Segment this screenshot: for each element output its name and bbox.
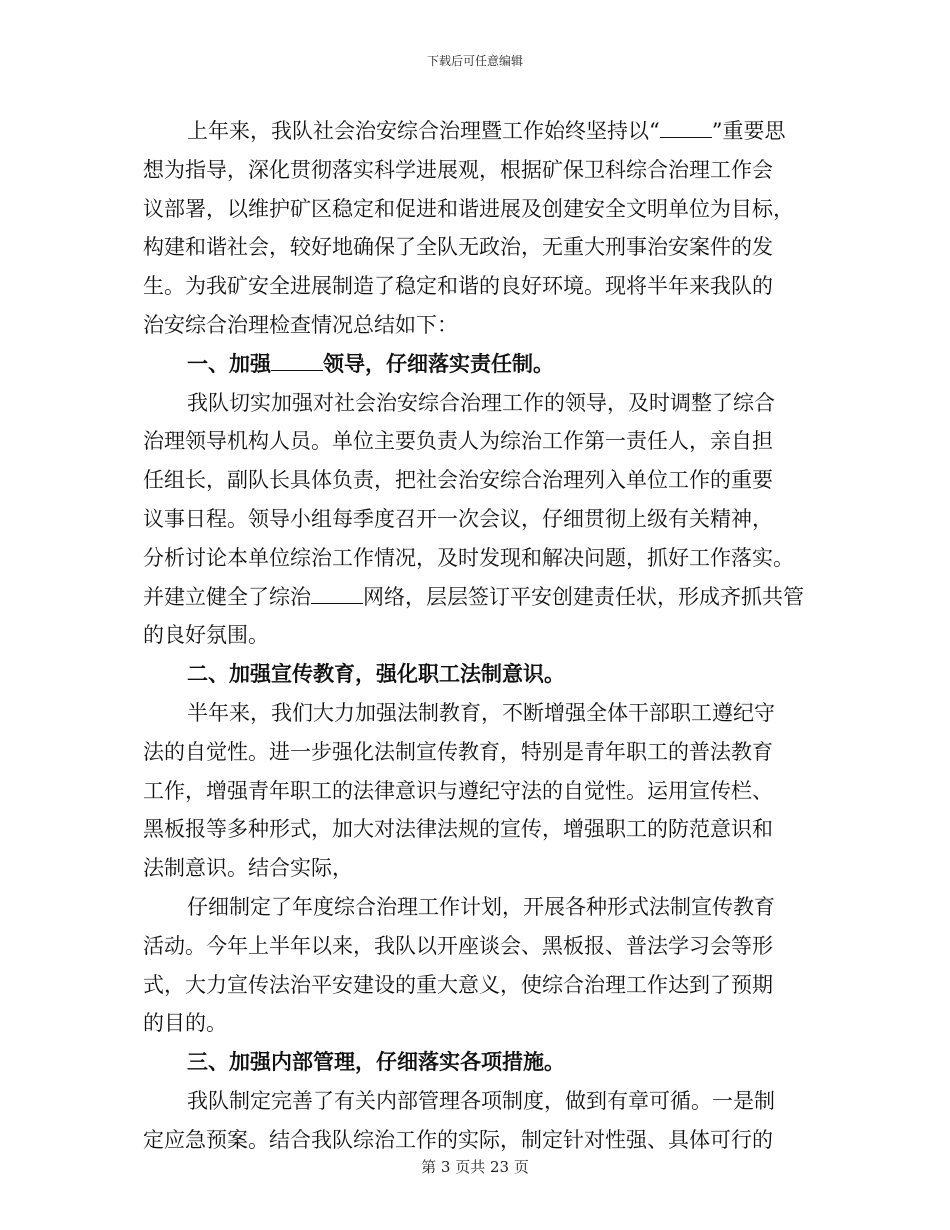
text-line: 议部署，以维护矿区稳定和促进和谐进展及创建安全文明单位为目标， [143,196,794,221]
text-line: 式，大力宣传法治平安建设的重大意义，使综合治理工作达到了预期 [143,972,773,997]
text-line: 我队切实加强对社会治安综合治理工作的领导，及时调整了综合 [187,390,775,415]
document-body [143,112,807,1160]
paragraph-leadership [143,384,807,656]
text-line: 任组长，副队长具体负责，把社会治安综合治理列入单位工作的重要 [143,468,773,493]
fill-in-blank [271,350,323,371]
section-heading-3: 三、加强内部管理，仔细落实各项措施。 [187,1050,565,1075]
text-line: 法制意识。结合实际， [143,856,353,881]
text-line: 的目的。 [143,1011,227,1036]
text-line: 议事日程。领导小组每季度召开一次会议，仔细贯彻上级有关精神， [143,506,773,531]
paragraph-plan [143,888,807,1043]
heading-fragment: 一、加强 [187,351,271,376]
paragraph-intro [143,112,807,345]
text-line: 的良好氛围。 [143,623,269,648]
heading-fragment: 领导，仔细落实责任制。 [323,351,554,376]
text-fragment: 上年来，我队社会治安综合治理暨工作始终坚持以“ [187,119,660,143]
text-line: 治理领导机构人员。单位主要负责人为综治工作第一责任人，亲自担 [143,429,773,454]
text-line: 半年来，我们大力加强法制教育，不断增强全体干部职工遵纪守 [187,700,775,725]
text-line: 工作，增强青年职工的法律意识与遵纪守法的自觉性。运用宣传栏、 [143,778,773,803]
text-line: 黑板报等多种形式，加大对法律法规的宣传，增强职工的防范意识和 [143,817,773,842]
text-line [143,112,807,151]
text-line [143,578,807,617]
text-fragment: 并建立健全了综治 [143,584,311,609]
text-line: 仔细制定了年度综合治理工作计划，开展各种形式法制宣传教育 [187,894,775,919]
fill-in-blank [660,117,712,138]
text-fragment: ”重要思 [711,119,786,143]
section-heading-2: 二、加强宣传教育，强化职工法制意识。 [187,662,565,687]
text-line: 定应急预案。结合我队综治工作的实际，制定针对性强、具体可行的 [143,1127,773,1152]
text-line: 活动。今年上半年以来，我队以开座谈会、黑板报、普法学习会等形 [143,933,773,958]
section-heading-1 [143,345,807,384]
text-line: 构建和谐社会，较好地确保了全队无政治，无重大刑事治安案件的发 [143,235,773,260]
text-line: 法的自觉性。进一步强化法制宣传教育，特别是青年职工的普法教育 [143,739,773,764]
fill-in-blank [311,583,363,604]
text-fragment: 网络，层层签订平安创建责任状，形成齐抓共管 [363,584,804,609]
paragraph-management [143,1082,807,1160]
text-line: 分析讨论本单位综治工作情况，及时发现和解决问题，抓好工作落实。 [143,545,794,570]
page-footer: 第 3 页共 23 页 [421,1158,529,1176]
text-line: 我队制定完善了有关内部管理各项制度，做到有章可循。一是制 [187,1088,775,1113]
paragraph-education [143,694,807,888]
text-line: 治安综合治理检查情况总结如下： [143,312,458,337]
text-line: 想为指导，深化贯彻落实科学进展观，根据矿保卫科综合治理工作会 [143,157,773,182]
page-header: 下载后可任意编辑 [426,54,523,68]
text-line: 生。为我矿安全进展制造了稳定和谐的良好环境。现将半年来我队的 [143,274,773,299]
